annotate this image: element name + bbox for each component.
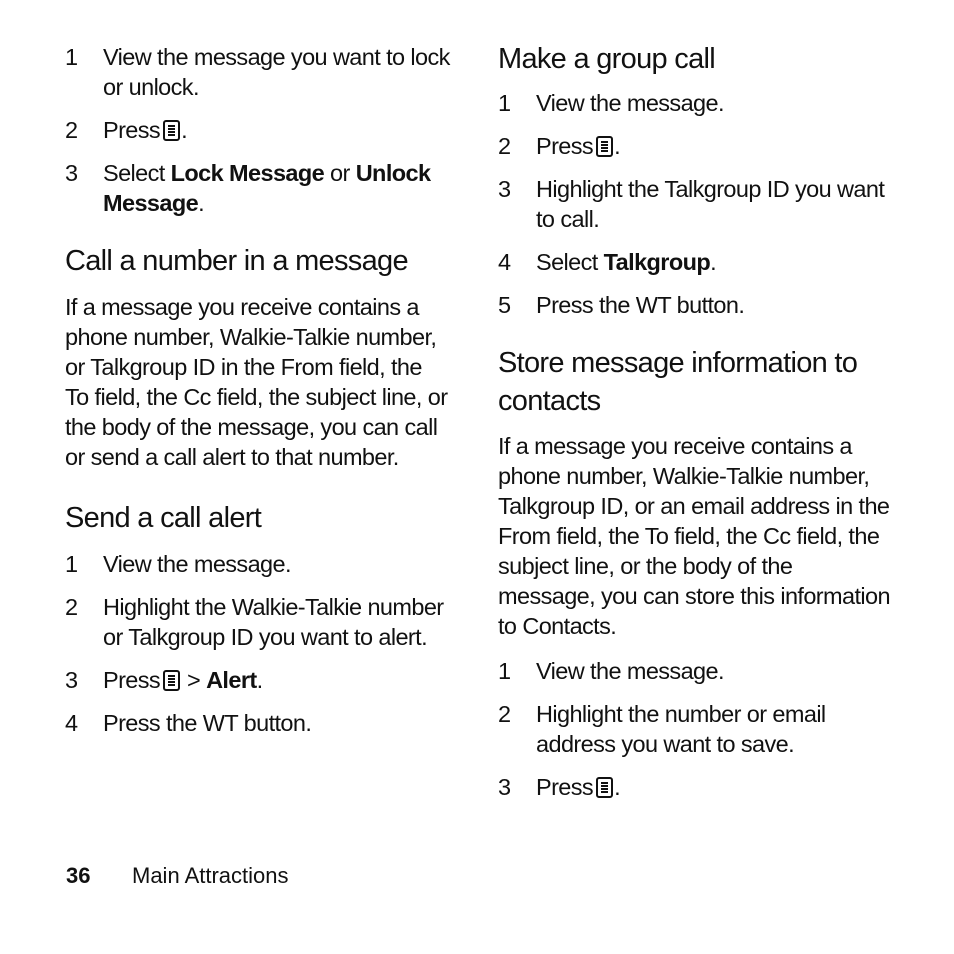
menu-key-icon bbox=[596, 136, 613, 157]
group-call-heading: Make a group call bbox=[498, 43, 715, 75]
store-info-paragraph: If a message you receive contains a phone number, Walkie-Talkie number, Talkgroup ID, or an email address in the From field, the To field, the Cc field, the subject line, or the body of the message, you can store this information to Contacts. bbox=[498, 433, 890, 639]
step-text: View the message you want to lock or unlock. bbox=[103, 44, 450, 100]
call-number-paragraph: If a message you receive contains a phone number, Walkie-Talkie number, or Talkgroup ID in the From field, the To field, the Cc field, the subject line, or the body of the message, you can call or send a call alert to that number. bbox=[65, 294, 448, 470]
store-step-1: 1 View the message. bbox=[498, 658, 724, 684]
menu-key-icon bbox=[163, 670, 180, 691]
group-step-1: 1 View the message. bbox=[498, 90, 724, 116]
menu-key-icon bbox=[596, 777, 613, 798]
page-footer bbox=[66, 862, 289, 890]
alert-step-4: 4 Press the WT button. bbox=[65, 710, 312, 736]
store-step-2: 2 Highlight the number or email address you want to save. bbox=[498, 701, 826, 757]
lock-step-2: 2 Press . bbox=[65, 117, 188, 143]
store-step-3: 3 Press . bbox=[498, 774, 621, 800]
group-step-3: 3 Highlight the Talkgroup ID you want to call. bbox=[498, 176, 885, 232]
call-number-heading: Call a number in a message bbox=[65, 245, 408, 277]
lock-step-3: 3 Select Lock Message or Unlock Message. bbox=[65, 160, 431, 216]
group-step-4: 4 Select Talkgroup. bbox=[498, 249, 717, 275]
step-number: 1 bbox=[65, 44, 78, 70]
send-alert-heading: Send a call alert bbox=[65, 502, 262, 534]
lock-step-1 bbox=[65, 42, 455, 102]
section-title: Main Attractions bbox=[132, 863, 289, 888]
menu-key-icon bbox=[163, 120, 180, 141]
alert-step-1: 1 View the message. bbox=[65, 551, 291, 577]
store-info-heading: Store message information to contacts bbox=[498, 347, 858, 417]
alert-step-3: 3 Press > Alert. bbox=[65, 667, 263, 693]
step-number: 2 bbox=[65, 117, 78, 143]
alert-step-2: 2 Highlight the Walkie-Talkie number or Talkgroup ID you want to alert. bbox=[65, 594, 444, 650]
group-step-2: 2 Press . bbox=[498, 133, 621, 159]
group-step-5: 5 Press the WT button. bbox=[498, 292, 745, 318]
step-number: 3 bbox=[65, 160, 78, 186]
page-number: 36 bbox=[66, 863, 91, 888]
